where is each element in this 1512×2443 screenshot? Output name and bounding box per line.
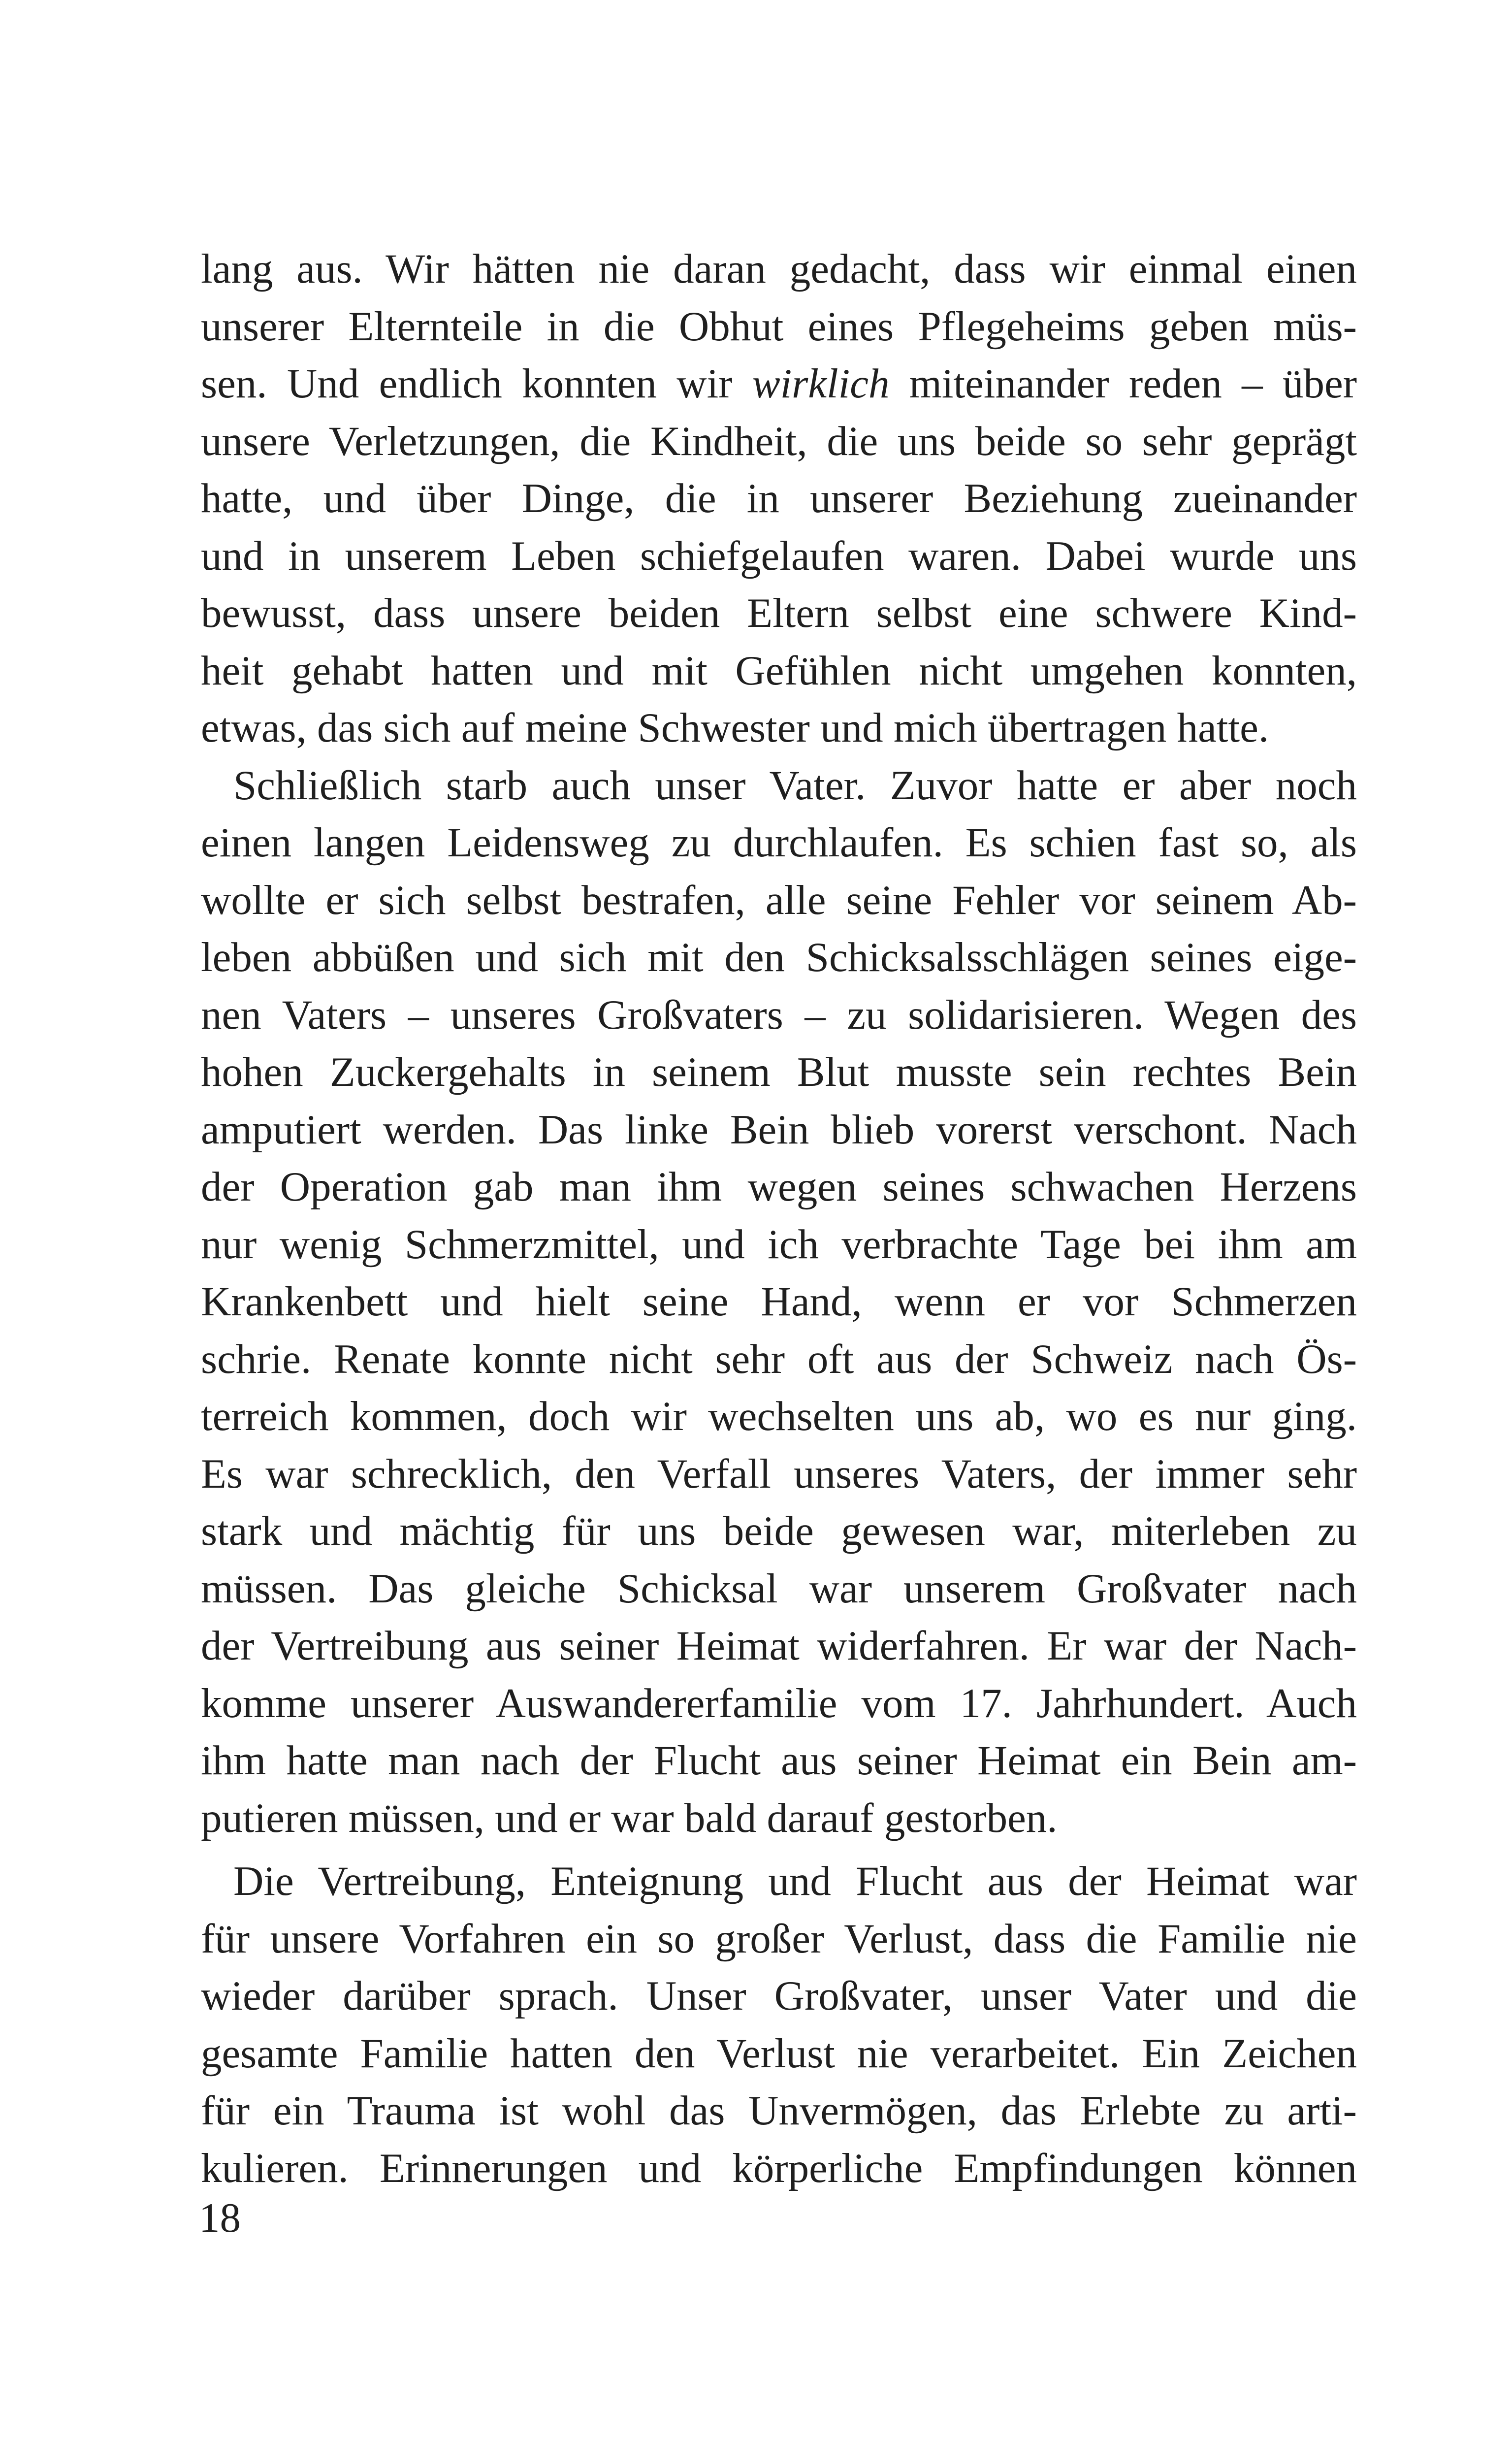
text-line: der Operation gab man ihm wegen seines schwachen Herzens [201, 1164, 1357, 1210]
text-line: nen Vaters – unseres Großvaters – zu solidarisieren. Wegen des [201, 991, 1357, 1038]
text-line: einen langen Leidensweg zu durchlaufen. Es schien fast so, als [201, 819, 1357, 866]
text-line: stark und mächtig für uns beide gewesen war, miterleben zu [201, 1508, 1357, 1554]
paragraph-spacer [201, 1847, 1357, 1853]
text-line: terreich kommen, doch wir wechselten uns ab, wo es nur ging. [201, 1393, 1357, 1439]
text-line: leben abbüßen und sich mit den Schicksalsschlägen seines eige- [201, 934, 1357, 980]
paragraph-2 [201, 757, 1357, 1847]
text-line: putieren müssen, und er war bald darauf gestorben. [201, 1794, 1058, 1841]
text-line: für ein Trauma ist wohl das Unvermögen, das Erlebte zu arti- [201, 2087, 1357, 2134]
text-line: Die Vertreibung, Enteignung und Flucht aus der Heimat war [233, 1858, 1357, 1904]
text-line: für unsere Vorfahren ein so großer Verlust, dass die Familie nie [201, 1915, 1357, 1962]
text-line: unsere Verletzungen, die Kindheit, die uns beide so sehr geprägt [201, 418, 1357, 464]
paragraph-3 [201, 1853, 1357, 2197]
text-line: kulieren. Erinnerungen und körperliche Empfindungen können [201, 2145, 1357, 2191]
text-line: wollte er sich selbst bestrafen, alle seine Fehler vor seinem Ab- [201, 877, 1357, 923]
text-line: lang aus. Wir hätten nie daran gedacht, dass wir einmal einen [201, 246, 1357, 292]
text-line: wieder darüber sprach. Unser Großvater, unser Vater und die [201, 1973, 1357, 2019]
text-line: Es war schrecklich, den Verfall unseres Vaters, der immer sehr [201, 1450, 1357, 1497]
text-line: ihm hatte man nach der Flucht aus seiner Heimat ein Bein am- [201, 1737, 1357, 1784]
text-line: etwas, das sich auf meine Schwester und mich übertragen hatte. [201, 705, 1269, 751]
text-line: heit gehabt hatten und mit Gefühlen nicht umgehen konnten, [201, 647, 1357, 694]
text-line: bewusst, dass unsere beiden Eltern selbst eine schwere Kind- [201, 590, 1357, 636]
text-line: schrie. Renate konnte nicht sehr oft aus der Schweiz nach Ös- [201, 1336, 1357, 1382]
paragraph-1 [201, 240, 1357, 757]
text-line: hatte, und über Dinge, die in unserer Beziehung zueinander [201, 475, 1357, 521]
text-line: gesamte Familie hatten den Verlust nie verarbeitet. Ein Zeichen [201, 2030, 1357, 2077]
text-line: der Vertreibung aus seiner Heimat widerfahren. Er war der Nach- [201, 1623, 1357, 1669]
body-text [201, 240, 1357, 2197]
emphasized-word: wirklich [752, 360, 890, 407]
text-line: und in unserem Leben schiefgelaufen waren. Dabei wurde uns [201, 532, 1357, 579]
text-line: Schließlich starb auch unser Vater. Zuvor hatte er aber noch [233, 762, 1357, 809]
text-line: amputiert werden. Das linke Bein blieb vorerst verschont. Nach [201, 1106, 1357, 1153]
text-line: komme unserer Auswandererfamilie vom 17. Jahrhundert. Auch [201, 1680, 1357, 1726]
text-line: Krankenbett und hielt seine Hand, wenn er vor Schmerzen [201, 1278, 1357, 1325]
text-line: unserer Elternteile in die Obhut eines Pflegeheims geben müs- [201, 303, 1357, 350]
text-line: nur wenig Schmerzmittel, und ich verbrachte Tage bei ihm am [201, 1221, 1357, 1268]
text-line: hohen Zuckergehalts in seinem Blut musste sein rechtes Bein [201, 1049, 1357, 1095]
text-line: sen. Und endlich konnten wir wirklich miteinander reden – über [201, 360, 1357, 407]
text-line: müssen. Das gleiche Schicksal war unserem Großvater nach [201, 1565, 1357, 1612]
page-number: 18 [199, 2195, 241, 2241]
